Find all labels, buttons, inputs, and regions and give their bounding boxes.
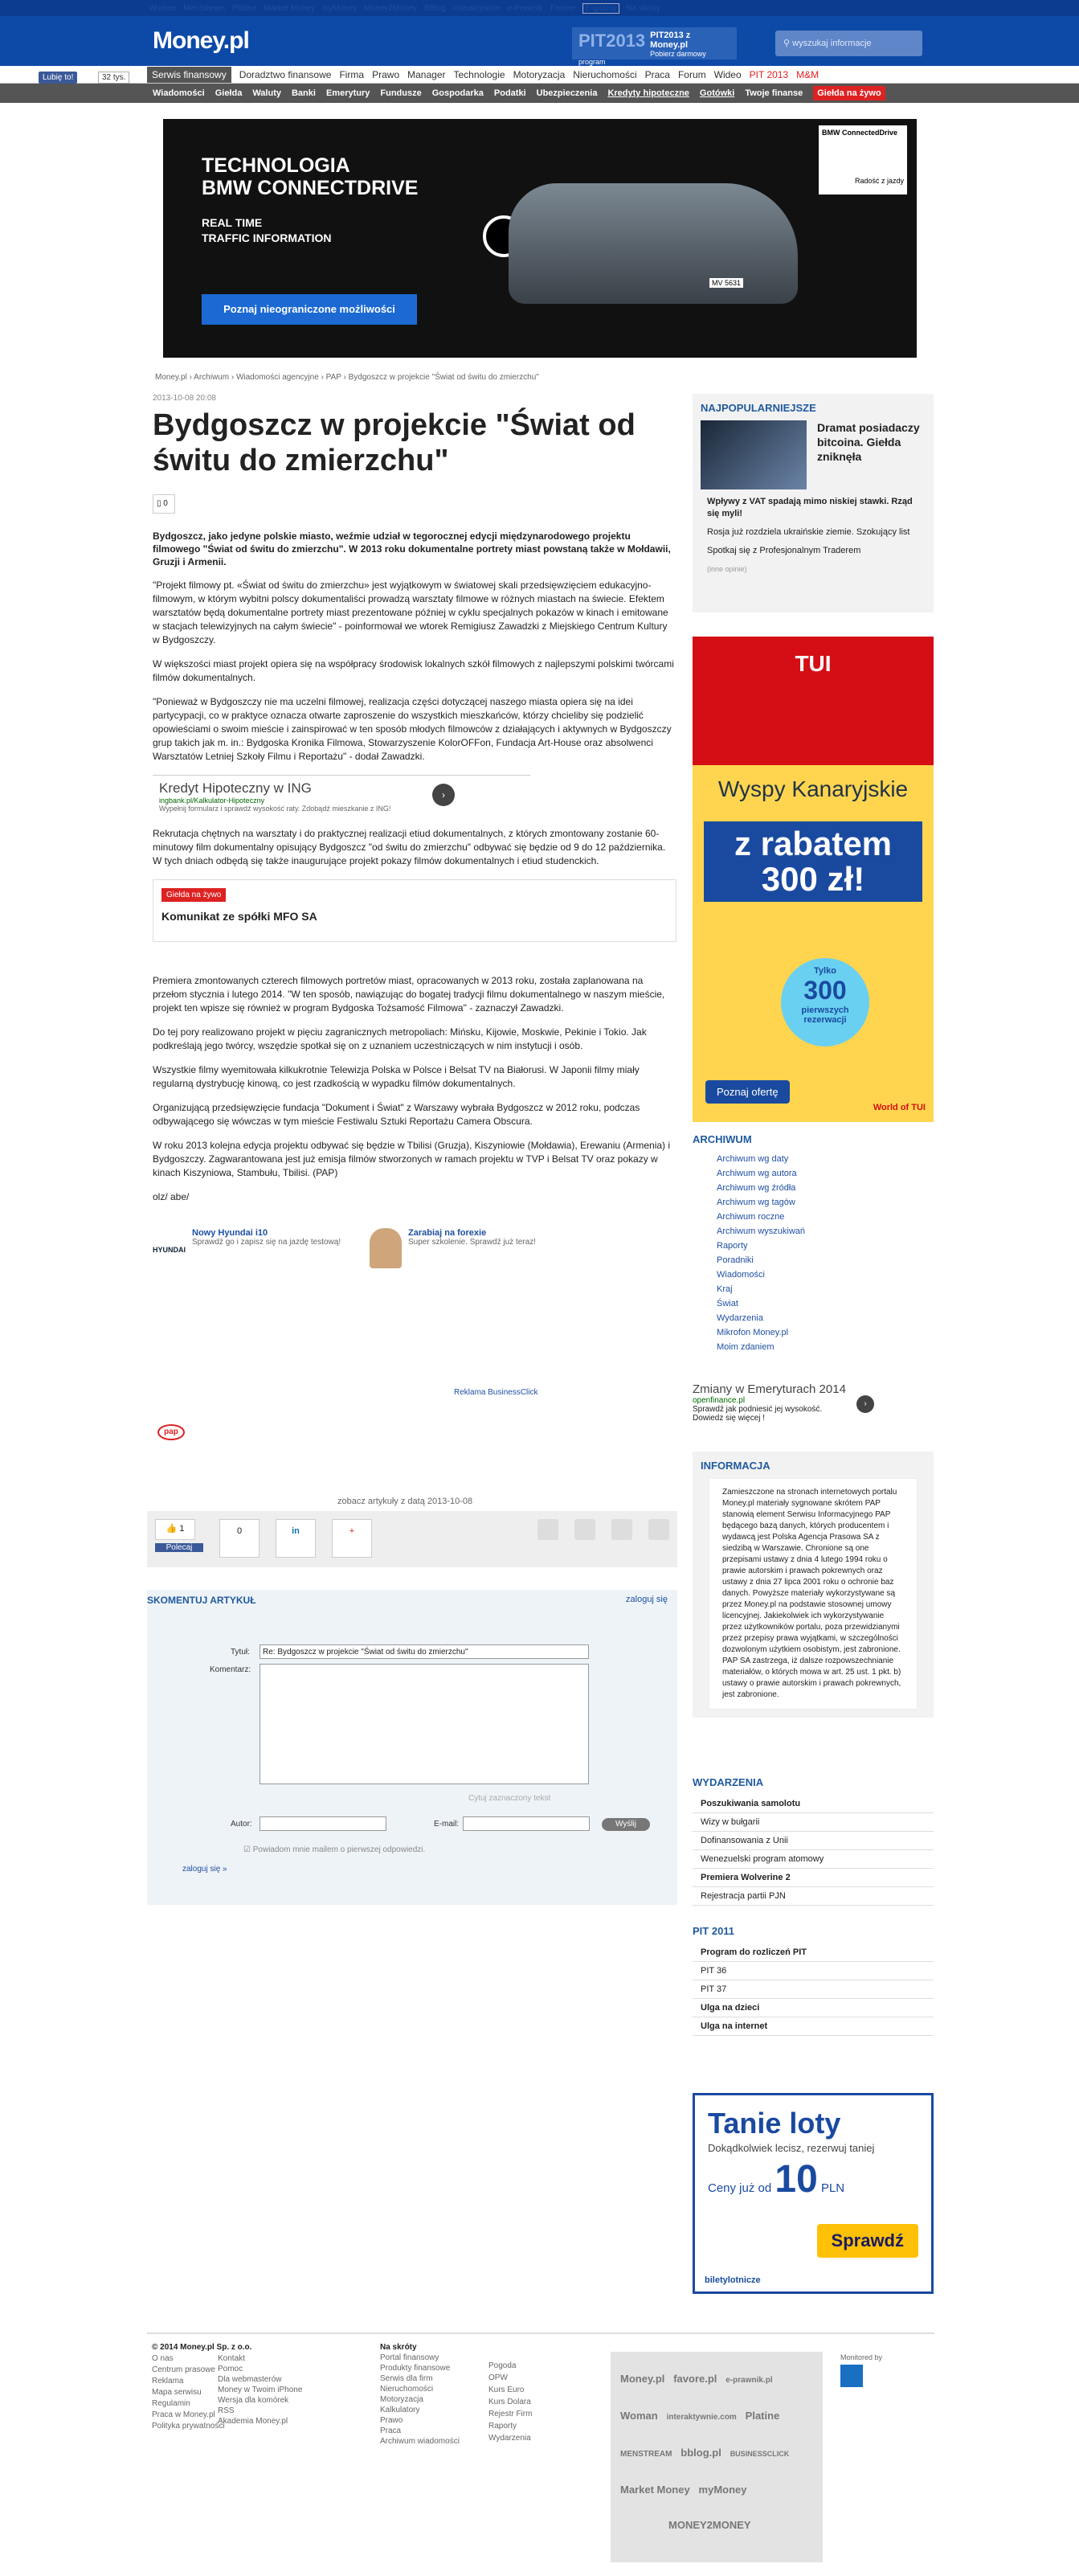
popular-main-title: Dramat posiadaczy bitcoina. Giełda zniknęła	[817, 421, 920, 463]
tui-heading: Wyspy Kanaryjskie	[717, 776, 909, 801]
comment-form	[147, 1590, 677, 1905]
archive-link[interactable]: Archiwum wg tagów	[717, 1198, 795, 1207]
footer-short-title: Na skróty	[380, 2343, 417, 2352]
site-logo[interactable]: Money.pl	[153, 27, 249, 54]
pit-link[interactable]: Program do rozliczeń PIT	[693, 1943, 934, 1962]
tui-badge-num: 300	[803, 976, 847, 1005]
tl-price-currency: PLN	[820, 2181, 845, 2195]
phone-icon: ▯	[157, 499, 161, 508]
cheap-flights-ad[interactable]	[693, 2093, 934, 2294]
article-signature: olz/ abe/	[153, 1191, 190, 1202]
notify-checkbox[interactable]: ☑ Powiadom mnie mailem o pierwszej odpowiedzi.	[243, 1845, 426, 1854]
print-icon[interactable]	[537, 1519, 558, 1540]
car-plate: MV 5631	[709, 278, 743, 288]
tl-cta[interactable]: Sprawdź	[817, 2224, 918, 2258]
footer-link[interactable]: Produkty finansowe	[380, 2364, 451, 2373]
subnav-item[interactable]: Gotówki	[699, 88, 735, 98]
nav-item[interactable]: Motoryzacja	[513, 68, 566, 80]
popular-item[interactable]: Spotkaj się z Profesjonalnym Traderem	[707, 546, 861, 555]
archive-link[interactable]: Raporty	[717, 1241, 748, 1251]
ad-line: TECHNOLOGIA	[202, 154, 350, 177]
popular-item[interactable]: Rosja już rozdziela ukraińskie ziemie. Szokujący list	[707, 527, 910, 537]
article-paragraph: "Projekt filmowy pt. «Świat od świtu do zmierzchu» jest wyjątkowym w światowej skali przedsięwzięciem edukacyjno-filmowym, w którym wybitni polscy dokumentaliści prowadzą warsztaty filmowe w różnych miastach na świecie. Efektem warsztatów będą dokumentalne portrety miast prezentowane później w cyklu specjalnych pokazów w kinach i emitowane w stacjach telewizyjnych na całym świecie" - poinformował we wtorek Remigiusz Zawadzki z Miejskiego Centrum Kultury w Bydgoszczy.	[153, 579, 668, 645]
top-link[interactable]: Na skróty	[626, 3, 660, 13]
article-paragraph: "Ponieważ w Bydgoszczy nie ma uczelni filmowej, realizacja części dotyczącej naszego miasta opiera się na idei partycypacji, co w praktyce oznacza otwarte zaproszenie do wszystkich mieszkańców, którzy chcieliby się podzielić opowieściami o swoim mieście i zainspirować w ten sposób młodych filmowców z działających i aktywnych w Bydgoszczy grup takich jak m. in.: Bydgoska Kronika Filmowa, Stowarzyszenie KolorOFFon, Fundacja Art-House oraz absolwenci Warsztatów Letniej Szkoły Filmu i Reportażu" - dodał Zawadzki.	[153, 696, 672, 762]
partner-logo[interactable]: MONEY2MONEY	[668, 2519, 751, 2531]
event-link[interactable]: Wizy w bułgarii	[693, 1813, 934, 1832]
see-articles-by-date[interactable]: zobacz artykuły z datą 2013-10-08	[337, 1497, 473, 1506]
monitored-label: Monitored by	[840, 2353, 883, 2361]
footer-link[interactable]: Money w Twoim iPhone	[218, 2386, 303, 2394]
comment-title: SKOMENTUJ ARTYKUŁ	[147, 1595, 256, 1606]
info-box	[693, 1452, 934, 1718]
promo-desc: Sprawdź go i zapisz się na jazdę testową!	[192, 1238, 341, 1247]
footer-copy: © 2014 Money.pl Sp. z o.o.	[152, 2343, 252, 2352]
events-box	[693, 1776, 934, 2036]
tl-price-value: 10	[775, 2158, 818, 2201]
event-link[interactable]: Rejestracja partii PJN	[693, 1887, 934, 1906]
subnav-item[interactable]: Fundusze	[380, 88, 422, 98]
tui-cta[interactable]: Poznaj ofertę	[705, 1080, 790, 1104]
event-link[interactable]: Wenezuelski program atomowy	[693, 1850, 934, 1869]
gplus-counter[interactable]	[219, 1519, 260, 1558]
archive-title: ARCHIWUM	[693, 1133, 752, 1145]
subnav-item[interactable]: Banki	[291, 88, 316, 98]
pap-logo: pap	[157, 1424, 185, 1440]
footer-link[interactable]: Reklama	[152, 2377, 184, 2386]
top-link[interactable]: Money2Money	[364, 3, 417, 13]
subnav-item[interactable]: Kredyty hipoteczne	[607, 88, 689, 98]
ad-line: BMW CONNECTDRIVE	[202, 177, 419, 199]
subnav-item[interactable]: Ubezpieczenia	[536, 88, 598, 98]
mail-icon[interactable]	[574, 1519, 595, 1540]
bmw-brand: BMW ConnectedDrive	[822, 129, 898, 137]
fb-like-button[interactable]: Lubię to!	[39, 72, 77, 84]
pit-link[interactable]: Ulga na internet	[693, 2017, 934, 2036]
partner-logo[interactable]: myMoney	[698, 2484, 747, 2496]
subnav-item[interactable]: Gospodarka	[431, 88, 484, 98]
pit-title: PIT 2011	[693, 1925, 735, 1937]
top-link[interactable]: Platine	[231, 3, 257, 13]
title-label: Tytuł:	[231, 1648, 250, 1657]
tui-world: World of TUI	[873, 1103, 926, 1112]
archive-link[interactable]: Archiwum wyszukiwań	[717, 1227, 806, 1236]
top-link[interactable]: Interaktywnie	[452, 3, 501, 13]
promo-desc: Super szkolenie. Sprawdź już teraz!	[408, 1238, 536, 1247]
author-label: Autor:	[231, 1820, 252, 1829]
popular-item[interactable]: Wpływy z VAT spadają mimo niskiej stawki. Rząd się myli!	[707, 497, 913, 518]
pit-link[interactable]: Ulga na dzieci	[693, 1999, 934, 2017]
subnav-item[interactable]: Twoje finanse	[745, 88, 803, 98]
tui-badge-l2: pierwszych rezerwacji	[801, 1005, 849, 1025]
top-link[interactable]: BBlog	[423, 3, 446, 13]
article-paragraph: Organizującą przedsięwzięcie fundacja "Dokument i Świat" z Warszawy wybrała Bydgoszcz w 2012 roku, podczas odbywającego się wówczas w tym mieście Festiwalu Sztuki Reportażu Camera Obscura.	[153, 1102, 640, 1127]
live-market-box[interactable]	[153, 879, 676, 942]
footer-link[interactable]: Akademia Money.pl	[218, 2417, 288, 2426]
promo-links	[153, 1228, 676, 1270]
footer-link[interactable]: Centrum prasowe	[152, 2365, 215, 2374]
person-icon	[370, 1228, 402, 1268]
nav-item[interactable]: Doradztwo finansowe	[239, 68, 332, 80]
ad-headline	[202, 154, 418, 199]
footer-link[interactable]: Polityka prywatności	[152, 2422, 225, 2431]
partner-logo[interactable]: Platine	[745, 2410, 780, 2422]
bitcoin-image	[701, 420, 807, 489]
fb-recommend-button[interactable]: Polecaj	[155, 1543, 203, 1552]
search-input[interactable]	[775, 31, 922, 56]
ad-url: ingbank.pl/Kalkulator-Hipoteczny	[159, 797, 265, 805]
live-title: Komunikat ze spółki MFO SA	[161, 910, 317, 923]
breadcrumb[interactable]: Money.pl › Archiwum › Wiadomości agencyjne › PAP › Bydgoszcz w projekcie "Świat od świtu do zmierzchu"	[155, 373, 539, 382]
pit-link[interactable]: PIT 37	[693, 1980, 934, 1999]
footer-link[interactable]: O nas	[152, 2354, 174, 2363]
footer-col	[218, 2353, 302, 2427]
ad-title: Zmiany w Emeryturach 2014	[693, 1382, 846, 1396]
footer-link[interactable]: Praca w Money.pl	[152, 2410, 215, 2419]
gplus-count: 0	[236, 1526, 243, 1536]
ad-cta-button[interactable]: Poznaj nieograniczone możliwości	[202, 294, 417, 325]
embed-icon[interactable]	[611, 1519, 632, 1540]
pit-title: PIT2013 z Money.pl	[650, 31, 691, 50]
popular-more[interactable]: (inne opinie)	[707, 565, 747, 573]
footer-link[interactable]: Pomoc	[218, 2365, 243, 2373]
quote-hint[interactable]: Cytuj zaznaczony tekst	[468, 1794, 551, 1803]
ad-line: REAL TIME	[202, 216, 263, 229]
subnav-item[interactable]: Emerytury	[325, 88, 370, 98]
partner-logo[interactable]: Woman	[620, 2410, 658, 2422]
nav-item[interactable]: Nieruchomości	[573, 68, 637, 80]
footer-link[interactable]: Raporty	[488, 2422, 517, 2431]
partner-logos	[611, 2352, 823, 2562]
article-paragraph: Rekrutacja chętnych na warsztaty i do praktycznej realizacji etiud dokumentalnych, z których zmontowany zostanie 60-minutowy film dokumentalny opisujący Bydgoszcz "od świtu do zmierzchu" odbywać się będzie od 9 do 12 października. W tych dniach odbędą się także inaugurujące projekt pokazy filmów dokumentalnych i etiud studenckich.	[153, 828, 666, 866]
social-bar	[147, 1511, 677, 1567]
article-date: 2013-10-08 20:08	[153, 394, 216, 403]
notify-label: Powiadom mnie mailem o pierwszej odpowiedzi.	[252, 1845, 426, 1854]
businessclick-label[interactable]: Reklama BusinessClick	[454, 1388, 538, 1397]
events-title: WYDARZENIA	[693, 1776, 764, 1788]
partner-logo[interactable]: e-prawnik.pl	[725, 2376, 773, 2385]
search-icon: ⚲	[783, 39, 791, 48]
bmw-claim: Radość z jazdy	[854, 177, 904, 185]
article-lead: Bydgoszcz, jako jedyne polskie miasto, weźmie udział w tegorocznej edycji międzynarodowego projektu filmowego "Świat od świtu do zmierzchu". W 2013 roku dokumentalne portrety miast powstaną także w Mołdawii, Gruzji i Armenii.	[153, 530, 671, 567]
ing-text-ad[interactable]	[153, 775, 530, 817]
top-link[interactable]: e-Prawnik	[507, 3, 543, 13]
bmw-logo	[819, 125, 907, 195]
article-paragraph: W roku 2013 kolejna edycja projektu odbywać się będzie w Tbilisi (Gruzja), Kiszyniowie (Mołdawia), Erewaniu (Armenia) i Bydgoszczy. Zagwarantowana jest już emisja filmów stworzonych w ramach projektu w TVP i Belsat TV oraz pokazy w kinach Kiszyniowa, Stambułu, Tbilisi. (PAP)	[153, 1140, 671, 1178]
archive-link[interactable]: Mikrofon Money.pl	[717, 1328, 789, 1337]
footer-link[interactable]: Archiwum wiadomości	[380, 2437, 460, 2446]
archive-link[interactable]: Archiwum wg autora	[717, 1169, 797, 1178]
subnav-item[interactable]: Podatki	[493, 88, 526, 98]
author-input[interactable]	[260, 1816, 386, 1831]
footer-link[interactable]: Prawo	[380, 2416, 403, 2425]
top-link[interactable]: Woman	[149, 3, 177, 13]
main-nav	[0, 66, 1079, 84]
footer-col	[380, 2342, 460, 2447]
pit-sub: Pobierz darmowy program	[578, 50, 706, 66]
tl-price-label: Ceny już od	[708, 2181, 772, 2195]
fb-like-count: 32 tys.	[98, 72, 129, 84]
pit-link[interactable]: PIT 36	[693, 1962, 934, 1980]
chevron-right-icon[interactable]: ›	[432, 784, 455, 806]
subnav-item[interactable]: Wiadomości	[153, 88, 205, 98]
subnav-item[interactable]: Giełda na żywo	[813, 86, 885, 100]
article	[153, 394, 676, 1270]
sidebar-popular	[693, 394, 934, 612]
nav-item[interactable]: M&M	[796, 68, 819, 80]
partner-logo[interactable]: MENSTREAM	[620, 2450, 672, 2459]
tui-badge-l1: Tylko	[814, 966, 836, 976]
live-badge: Giełda na żywo	[161, 888, 226, 902]
emerytury-text-ad[interactable]	[693, 1382, 885, 1427]
footer-link[interactable]: OPW	[488, 2373, 508, 2382]
fb-like-widget[interactable]	[155, 1519, 203, 1559]
partner-logo[interactable]: BUSINESSCLICK	[730, 2450, 790, 2458]
top-links-bar	[0, 0, 1079, 16]
subnav-item[interactable]: Giełda	[215, 88, 243, 98]
event-link[interactable]: Dofinansowania z Unii	[693, 1832, 934, 1850]
nav-item[interactable]: Prawo	[372, 68, 400, 80]
share-counter[interactable]	[153, 494, 175, 514]
top-link[interactable]: Market Money	[264, 3, 315, 13]
archive-box	[693, 1133, 934, 1354]
monitored-by	[840, 2353, 882, 2387]
comment-textarea[interactable]	[260, 1664, 589, 1784]
promo-forex[interactable]	[370, 1228, 562, 1270]
archive-link[interactable]: Moim zdaniem	[717, 1342, 775, 1352]
archive-link[interactable]: Świat	[717, 1299, 738, 1308]
nav-item[interactable]: Forum	[677, 68, 706, 80]
comment-label: Komentarz:	[210, 1665, 251, 1674]
share-count: 0	[163, 499, 168, 508]
pit-banner[interactable]	[572, 27, 737, 66]
archive-link[interactable]: Kraj	[717, 1284, 733, 1294]
partner-logo[interactable]: Money.pl	[620, 2373, 665, 2385]
wykop-button[interactable]	[332, 1519, 372, 1558]
ad-line: TRAFFIC INFORMATION	[202, 231, 332, 244]
linkedin-button[interactable]	[276, 1519, 316, 1558]
partner-logo[interactable]: bblog.pl	[681, 2447, 721, 2459]
popular-title: NAJPOPULARNIEJSZE	[701, 402, 816, 414]
footer-link[interactable]: Praca	[380, 2427, 402, 2435]
gemius-logo	[840, 2365, 863, 2387]
nav-item[interactable]: Serwis finansowy	[147, 67, 231, 83]
ad-desc: Wypełnij formularz i sprawdź wysokość raty. Zdobądź mieszkanie z ING!	[159, 805, 391, 813]
footer-link[interactable]: Kontakt	[218, 2354, 245, 2363]
promo-title: Nowy Hyundai i10	[192, 1228, 268, 1238]
send-button[interactable]: Wyślij	[602, 1818, 650, 1831]
footer-link[interactable]: Mapa serwisu	[152, 2388, 202, 2397]
email-input[interactable]	[463, 1816, 590, 1831]
ad-url: openfinance.pl	[693, 1396, 746, 1405]
promo-hyundai[interactable]	[153, 1228, 345, 1270]
chevron-right-icon[interactable]: ›	[856, 1395, 874, 1413]
hyundai-logo: HYUNDAI	[153, 1246, 186, 1254]
tui-ad[interactable]	[693, 637, 934, 1122]
partner-logo[interactable]: Market Money	[620, 2484, 690, 2496]
archive-link[interactable]: Wiadomości	[717, 1270, 765, 1280]
tl-heading: Tanie loty	[708, 2107, 841, 2140]
comment-login-link[interactable]: zaloguj się	[626, 1595, 668, 1604]
site-header	[0, 16, 1079, 66]
email-label: E-mail:	[434, 1820, 460, 1829]
footer	[147, 2332, 934, 2566]
footer-link[interactable]: Rejestr Firm	[488, 2410, 533, 2418]
footer-link[interactable]: Motoryzacja	[380, 2395, 423, 2404]
partner-logo[interactable]: interaktywnie.com	[666, 2413, 737, 2422]
sub-nav	[0, 84, 1079, 103]
popular-box	[693, 394, 934, 612]
ad-desc: Sprawdź jak podniesić jej wysokość. Dowiedz się więcej !	[693, 1405, 823, 1423]
footer-link[interactable]: Kurs Euro	[488, 2386, 525, 2394]
archive-link[interactable]: Archiwum wg źródła	[717, 1183, 796, 1193]
article-paragraph: W większości miast projekt opiera się na współpracy środowisk lokalnych szkół filmowych z najlepszymi polskimi twórcami filmów dokumentalnych.	[153, 658, 674, 683]
footer-link[interactable]: Nieruchomości	[380, 2385, 434, 2394]
top-link[interactable]: E-gazety	[582, 3, 619, 14]
nav-item[interactable]: PIT 2013	[749, 68, 789, 80]
event-link[interactable]: Poszukiwania samolotu	[693, 1795, 934, 1813]
footer-link[interactable]: Kalkulatory	[380, 2406, 420, 2414]
title-input[interactable]: Re: Bydgoszcz w projekcie "Świat od świtu do zmierzchu"	[260, 1644, 589, 1659]
tui-discount: z rabatem 300 zł!	[704, 821, 922, 902]
nav-item[interactable]: Firma	[339, 68, 365, 80]
car-image	[509, 183, 798, 304]
footer-link[interactable]: Wersja dla komórek	[218, 2396, 289, 2405]
article-paragraph: Do tej pory realizowano projekt w pięciu zagranicznych metropoliach: Mińsku, Kijowie, Moskwie, Pekinie i Tokio. Jak podkreślają jego twórcy, wszędzie spotkał się on z uznaniem uczestniczących w nim instytucji i osób.	[153, 1026, 647, 1051]
article-title: Bydgoszcz w projekcie "Świat od świtu do zmierzchu"	[153, 408, 636, 477]
nav-item[interactable]: Wideo	[713, 68, 742, 80]
info-text: Zamieszczone na stronach internetowych portalu Money.pl materiały sygnowane skrótem PAP stanowią element Serwisu Informacyjnego PAP będącego bazą danych, których producentem i wydawcą jest Polska Agencja Prasowa SA z siedzibą w Warszawie. Chronione są one przepisami ustawy z dnia 4 lutego 1994 roku o prawie autorskim i prawach pokrewnych oraz ustawy z dnia 27 lipca 2001 roku o ochronie baz danych. Powyższe materiały wykorzystywane są przez Money.pl na podstawie stosownej umowy licencyjnej. Jakiekolwiek ich wykorzystywanie przez użytkowników portalu, poza przewidzianymi przez przepisy prawa wyjątkami, w szczególności dozwolonym użytkiem osobistym, jest zabronione. PAP SA zastrzega, iż dalsze rozpowszechnianie materiałów, o których mowa w art. 25 ust. 1 pkt. b) ustawy o prawie autorskim i prawach pokrewnych, jest zabronione.	[709, 1478, 918, 1710]
fb-count: 👍 1	[155, 1519, 195, 1540]
archive-link[interactable]: Wydarzenia	[717, 1313, 763, 1323]
login-more-link[interactable]: zaloguj się »	[182, 1865, 227, 1874]
archive-link[interactable]: Poradniki	[717, 1255, 754, 1265]
footer-link[interactable]: Regulamin	[152, 2399, 190, 2408]
promo-title: Zarabiaj na forexie	[408, 1228, 487, 1238]
footer-link[interactable]: Dla webmasterów	[218, 2375, 282, 2384]
tl-price	[708, 2157, 918, 2201]
wykop-icon: +	[349, 1526, 355, 1536]
partner-logo[interactable]: favore.pl	[673, 2373, 717, 2385]
footer-link[interactable]: Pogoda	[488, 2361, 517, 2370]
footer-link[interactable]: Wydarzenia	[488, 2434, 531, 2443]
footer-link[interactable]: RSS	[218, 2406, 235, 2415]
tui-badge	[781, 958, 869, 1046]
subnav-item[interactable]: Waluty	[252, 88, 281, 98]
mobile-icon[interactable]	[648, 1519, 669, 1540]
article-paragraph: Premiera zmontowanych czterech filmowych portretów miast, opracowanych w 2013 roku, została zaplanowana na przełom stycznia i lutego 2014. "W ten sposób, nawiązując do bogatej tradycji filmu dokumentalnego w naszym mieście, projekt ten wpisze się również w program Bydgoska Tożsamość Filmowa" - zaznaczył Zawadzki.	[153, 975, 665, 1014]
archive-link[interactable]: Archiwum wg daty	[717, 1154, 789, 1164]
tl-logo: biletylotnicze	[705, 2275, 761, 2285]
footer-link[interactable]: Serwis dla firm	[380, 2374, 433, 2383]
tl-sub: Dokądkolwiek lecisz, rezerwuj taniej	[708, 2142, 875, 2154]
nav-item[interactable]: Manager	[407, 68, 446, 80]
event-link[interactable]: Premiera Wolverine 2	[693, 1869, 934, 1887]
footer-link[interactable]: Portal finansowy	[380, 2353, 439, 2362]
archive-link[interactable]: Archiwum roczne	[717, 1212, 785, 1222]
top-link[interactable]: Favore	[550, 3, 576, 13]
nav-item[interactable]: Technologie	[453, 68, 505, 80]
info-title: INFORMACJA	[701, 1460, 770, 1472]
article-paragraph: Wszystkie filmy wyemitowała kilkukrotnie Telewizja Polska w Polsce i Belsat TV na Białorusi. W Japonii filmy miały regularną dystrybucję kinową, co jest rzadkością w wypadku filmów dokumentalnych.	[153, 1064, 640, 1089]
pit-big: PIT2013	[578, 31, 646, 51]
tui-logo: TUI	[693, 637, 934, 765]
popular-main[interactable]	[701, 420, 926, 464]
linkedin-icon: in	[292, 1526, 300, 1536]
bmw-ad-banner[interactable]	[163, 119, 917, 358]
fb-count-value: 1	[179, 1524, 185, 1534]
search-placeholder: wyszukaj informacje	[792, 39, 872, 48]
top-link[interactable]: myMoney	[321, 3, 358, 13]
footer-link[interactable]: Kurs Dolara	[488, 2398, 531, 2406]
ad-subline	[202, 215, 332, 246]
footer-col	[488, 2360, 532, 2444]
ad-title: Kredyt Hipoteczny w ING	[159, 780, 312, 796]
top-link[interactable]: MenStream	[183, 3, 225, 13]
nav-item[interactable]: Praca	[644, 68, 670, 80]
